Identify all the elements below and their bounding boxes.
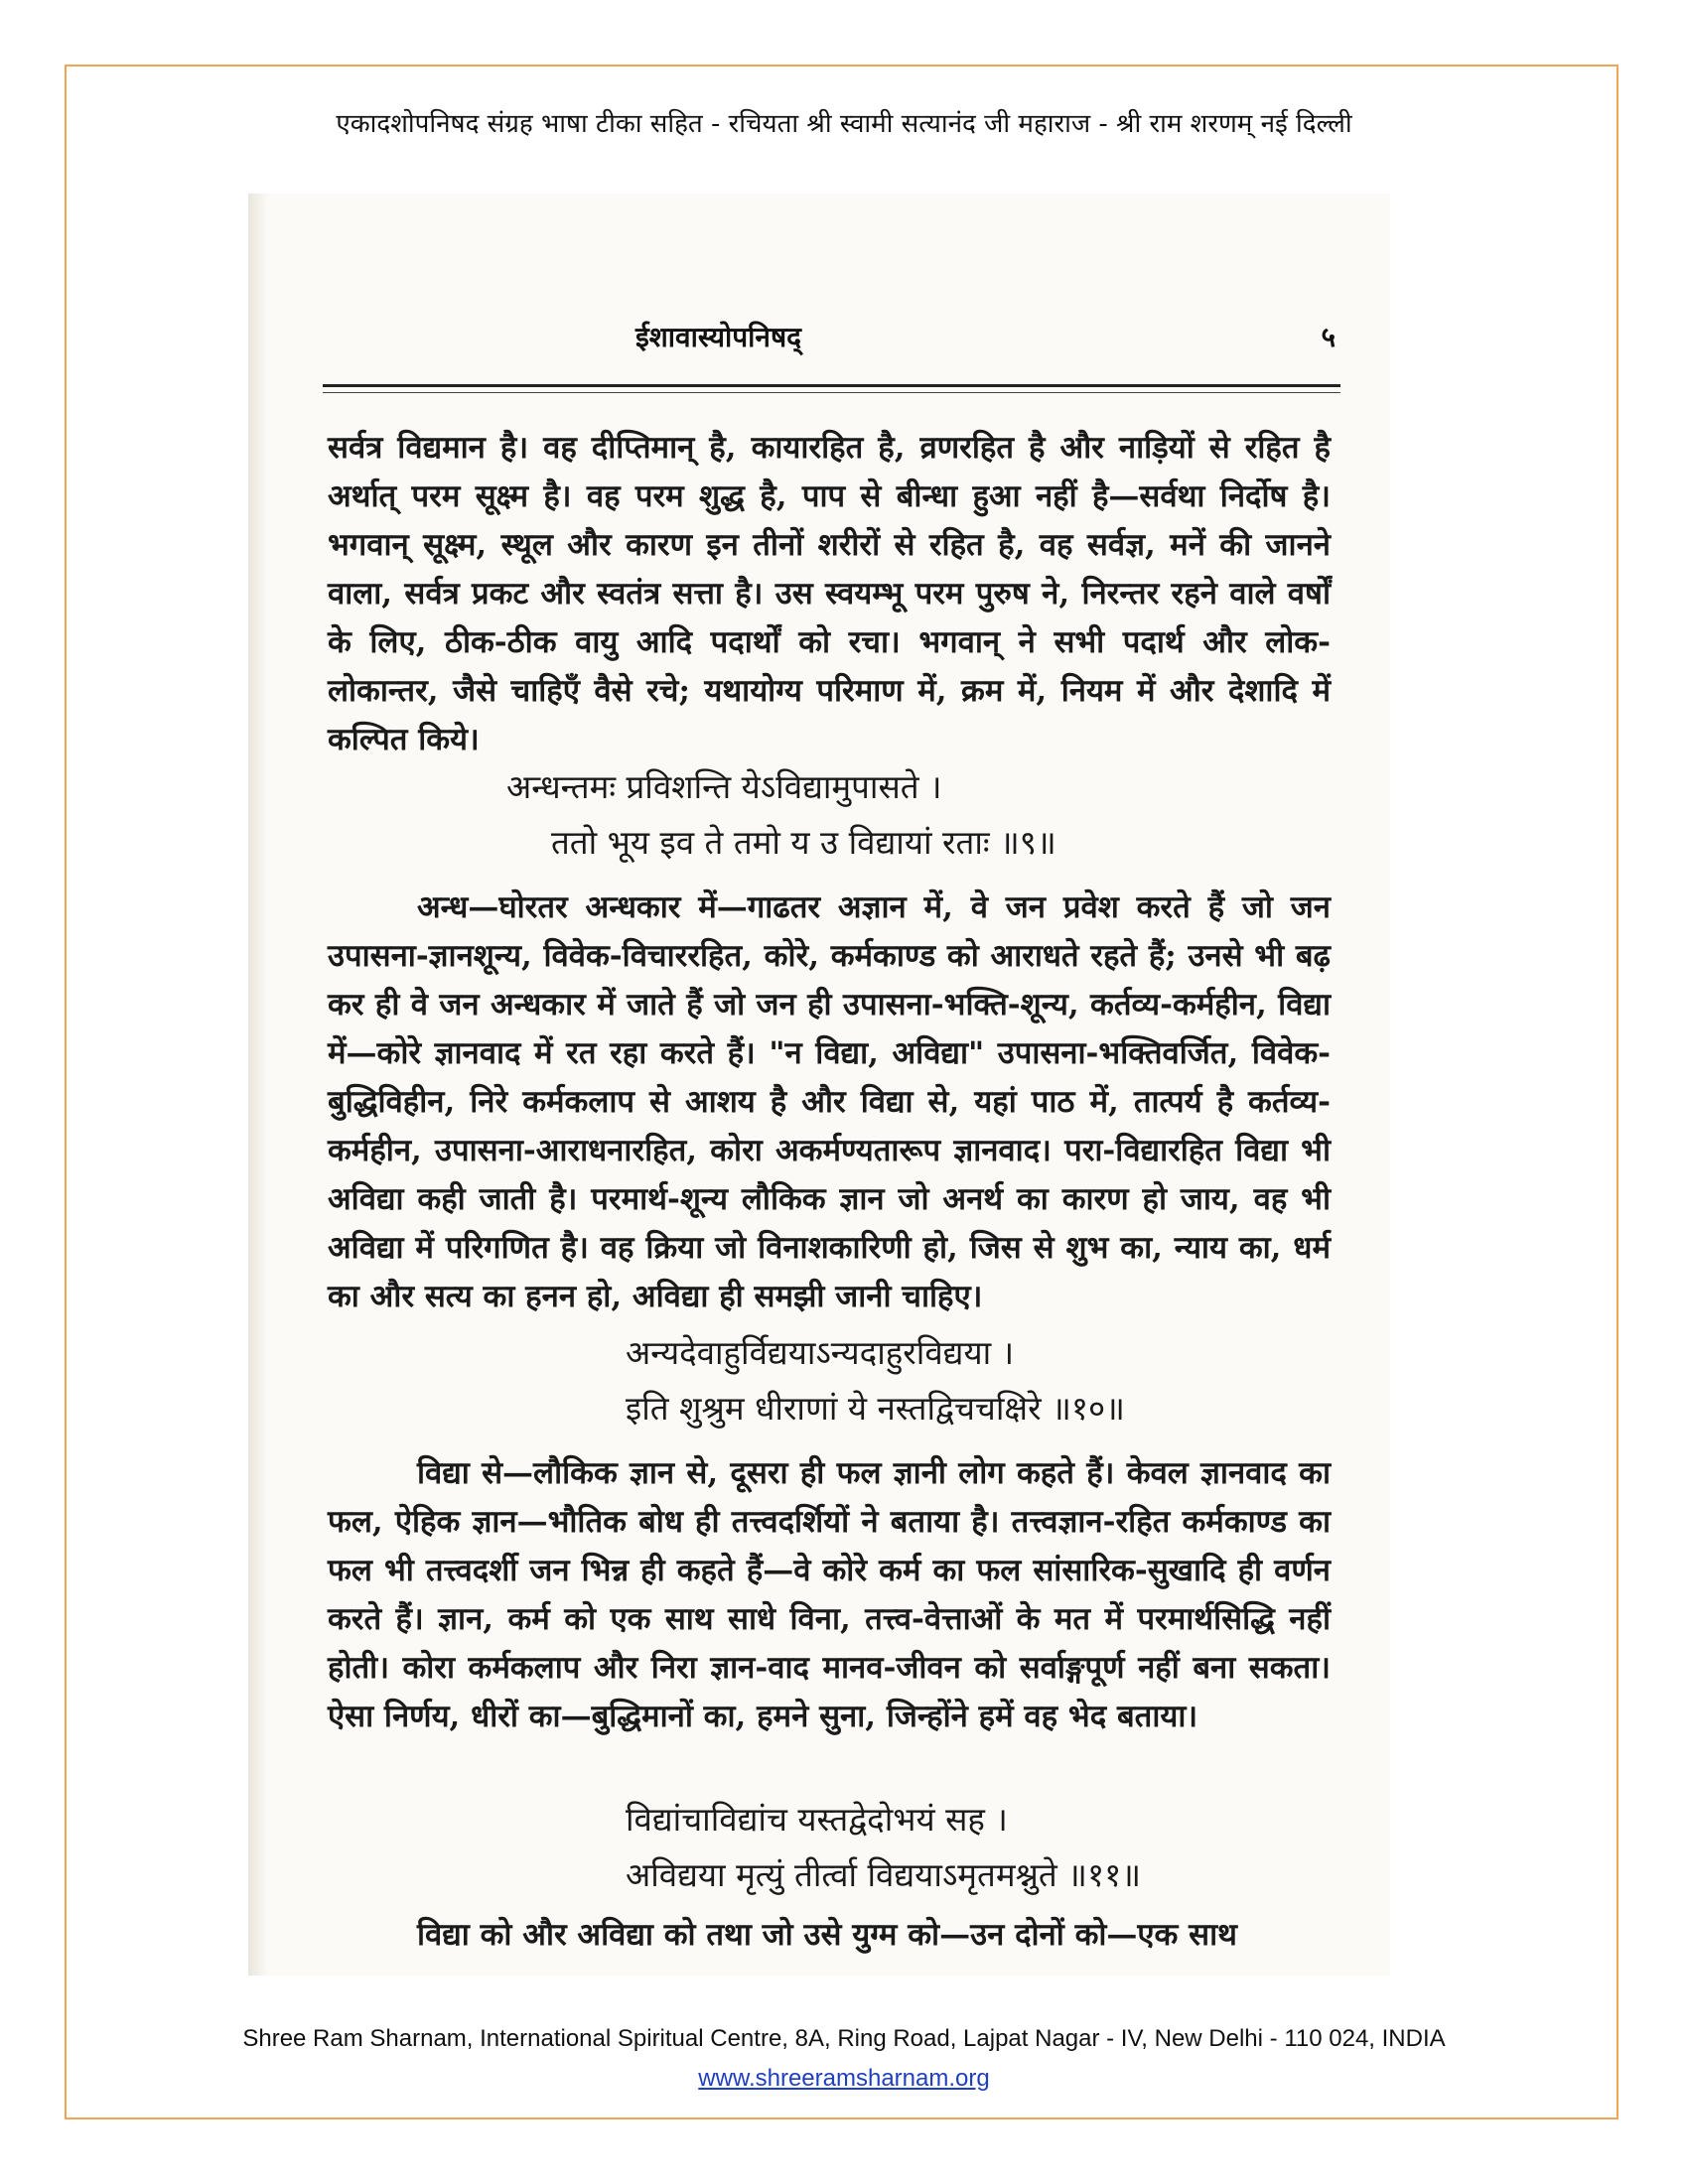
website-link[interactable]: www.shreeramsharnam.org — [698, 2065, 990, 2092]
heading-rule — [323, 384, 1340, 387]
verse-11-line-2: अविद्यया मृत्युं तीर्त्वा विद्ययाऽमृतमश्नुते ॥११॥ — [626, 1855, 1142, 1894]
verse-10-line-1: अन्यदेवाहुर्विद्ययाऽन्यदाहुरविद्यया । — [626, 1333, 1015, 1372]
scan-shadow — [248, 194, 268, 1976]
paragraph-text: सर्वत्र विद्यमान है। वह दीप्तिमान् है, कायारहित है, व्रणरहित है और नाड़ियों से रहित है अर्थात् परम सूक्ष्म है। वह परम शुद्ध है, पाप से बीन्धा हुआ नहीं है—सर्वथा निर्दोष है। भगवान् सूक्ष्म, स्थूल और कारण इन तीनों शरीरों से रहित है, वह सर्वज्ञ, मनें की जानने वाला, सर्वत्र प्रकट और स्वतंत्र सत्ता है। उस स्वयम्भू परम पुरुष ने, निरन्तर रहने वाले वर्षों के लिए, ठीक-ठीक वायु आदि पदार्थों को रचा। भगवान् ने सभी पदार्थ और लोक-लोकान्तर, जैसे चाहिएँ वैसे रचे; यथायोग्य परिमाण में, क्रम में, नियम में और देशादि में कल्पित किये। — [328, 430, 1331, 757]
running-title: ईशावास्योपनिषद् — [635, 321, 801, 353]
document-header: एकादशोपनिषद संग्रह भाषा टीका सहित - रचियता श्री स्वामी सत्यानंद जी महाराज - श्री राम शरणम् नई दिल्ली — [336, 109, 1352, 139]
verse-9-line-1: अन्धन्तमः प्रविशन्ति येऽविद्यामुपासते । — [506, 767, 942, 806]
paragraph-text: अन्ध—घोरतर अन्धकार में—गाढतर अज्ञान में, वे जन प्रवेश करते हैं जो जन उपासना-ज्ञानशून्य, विवेक-विचाररहित, कोरे, कर्मकाण्ड को आराधते रहते हैं; उनसे भी बढ़ कर ही वे जन अन्धकार में जाते हैं जो जन ही उपासना-भक्ति-शून्य, कर्तव्य-कर्महीन, विद्या में—कोरे ज्ञानवाद में रत रहा करते हैं। "न विद्या, अविद्या" उपासना-भक्तिवर्जित, विवेक-बुद्धिविहीन, निरे कर्मकलाप से आशय है और विद्या से, यहां पाठ में, तात्पर्य है कर्तव्य-कर्महीन, उपासना-आराधनारहित, कोरा अकर्मण्यतारूप ज्ञानवाद। परा-विद्यारहित विद्या भी अविद्या कही जाती है। परमार्थ-शून्य लौकिक ज्ञान जो अनर्थ का कारण हो जाय, वह भी अविद्या में परिगणित है। वह क्रिया जो विनाशकारिणी हो, जिस से शुभ का, न्याय का, धर्म का और सत्य का हनन हो, अविद्या ही समझी जानी चाहिए। — [328, 889, 1331, 1314]
footer-address: Shree Ram Sharnam, International Spiritual Centre, 8A, Ring Road, Lajpat Nagar - IV, New Delhi - 110 024, INDIA — [242, 2025, 1446, 2052]
footer-link-container — [0, 2065, 1688, 2093]
heading-rule-thin — [323, 392, 1340, 393]
commentary-paragraph-4 — [328, 1911, 1331, 1960]
page-number: ५ — [1321, 321, 1336, 353]
commentary-paragraph-1 — [328, 424, 1331, 764]
commentary-paragraph-3 — [328, 1449, 1331, 1741]
scanned-page — [248, 194, 1390, 1976]
verse-10-line-2: इति शुश्रुम धीराणां ये नस्तद्विचचक्षिरे ॥१०॥ — [626, 1389, 1125, 1428]
page-heading — [248, 318, 1390, 357]
commentary-paragraph-2 — [328, 884, 1331, 1321]
verse-11-line-1: विद्यांचाविद्यांच यस्तद्वेदोभयं सह । — [626, 1800, 1008, 1839]
verse-9-line-2: ततो भूय इव ते तमो य उ विद्यायां रताः ॥९॥ — [551, 823, 1056, 862]
paragraph-text: विद्या से—लौकिक ज्ञान से, दूसरा ही फल ज्ञानी लोग कहते हैं। केवल ज्ञानवाद का फल, ऐहिक ज्ञान—भौतिक बोध ही तत्त्वदर्शियों ने बताया है। तत्त्वज्ञान-रहित कर्मकाण्ड का फल भी तत्त्वदर्शी जन भिन्न ही कहते हैं—वे कोरे कर्म का फल सांसारिक-सुखादि ही वर्णन करते हैं। ज्ञान, कर्म को एक साथ साधे विना, तत्त्व-वेत्ताओं के मत में परमार्थसिद्धि नहीं होती। कोरा कर्मकलाप और निरा ज्ञान-वाद मानव-जीवन को सर्वाङ्गपूर्ण नहीं बना सकता। ऐसा निर्णय, धीरों का—बुद्धिमानों का, हमने सुना, जिन्होंने हमें वह भेद बताया। — [328, 1455, 1331, 1734]
paragraph-text: विद्या को और अविद्या को तथा जो उसे युग्म को—उन दोनों को—एक साथ — [417, 1917, 1237, 1953]
